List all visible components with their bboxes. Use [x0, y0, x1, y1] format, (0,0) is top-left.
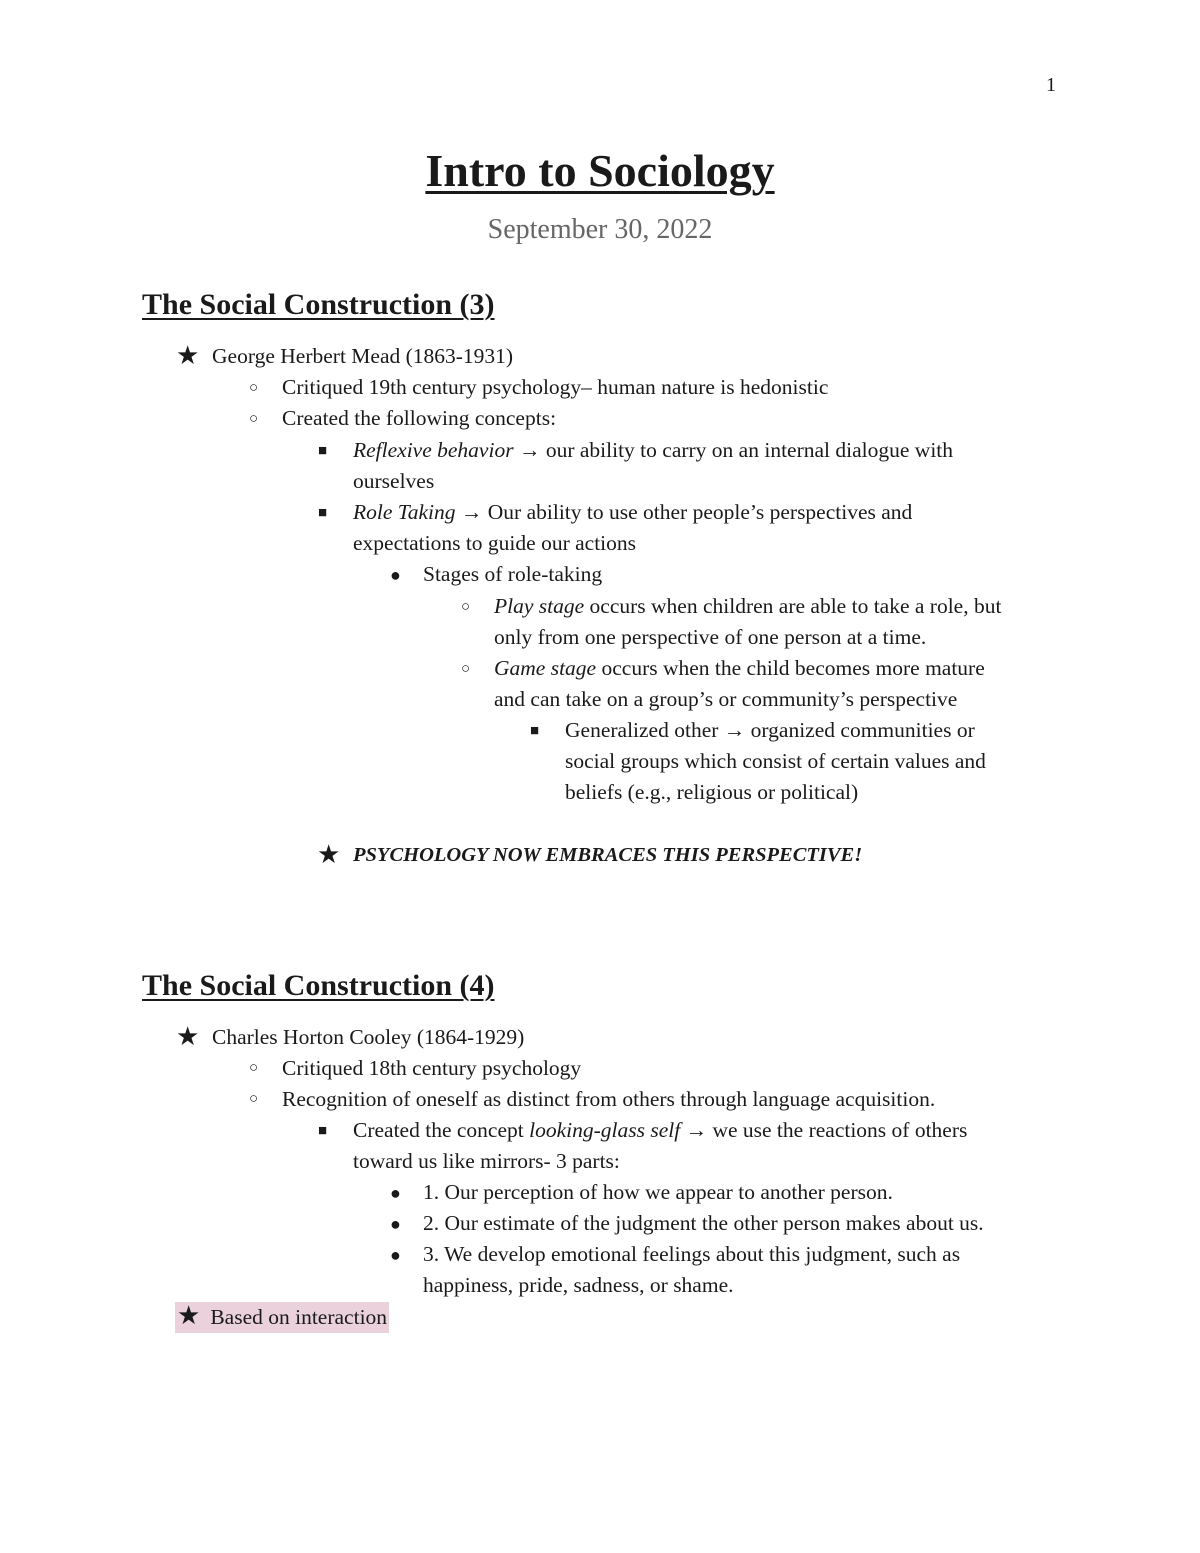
square-bullet-icon: ■ [318, 443, 328, 459]
list-item: 1. Our perception of how we appear to another person. [423, 1180, 893, 1204]
term-play-stage: Play stage [494, 594, 585, 618]
circle-bullet-icon: ○ [249, 380, 259, 396]
list-item: 3. We develop emotional feelings about this judgment, such as [423, 1242, 961, 1266]
list-item-continuation: beliefs (e.g., religious or political) [565, 780, 859, 804]
list-item-continuation: and can take on a group’s or community’s perspective [494, 687, 958, 711]
emphasis-note: PSYCHOLOGY NOW EMBRACES THIS PERSPECTIVE! [353, 844, 863, 866]
term-looking-glass-self: looking-glass self [529, 1118, 681, 1142]
list-item-continuation: expectations to guide our actions [353, 531, 637, 555]
list-item [494, 591, 1001, 622]
dot-bullet-icon: ● [390, 565, 401, 585]
term-reflexive-behavior: Reflexive behavior [353, 438, 514, 462]
definition-text: → we use the reactions of others [680, 1118, 968, 1142]
date-subtitle: September 30, 2022 [487, 214, 713, 245]
list-item-text: Created the concept [353, 1118, 530, 1142]
list-item-continuation: social groups which consist of certain values and [565, 749, 986, 773]
list-item-continuation: only from one perspective of one person at a time. [494, 625, 927, 649]
definition-text: → Our ability to use other people’s perspectives and [455, 500, 913, 524]
list-item: Recognition of oneself as distinct from others through language acquisition. [282, 1087, 936, 1111]
list-item: Critiqued 19th century psychology– human nature is hedonistic [282, 375, 829, 399]
star-bullet-icon: ★ [177, 1301, 201, 1330]
square-bullet-icon: ■ [318, 1123, 328, 1139]
list-item [353, 435, 953, 466]
definition-text: occurs when the child becomes more mature [596, 656, 985, 680]
list-item-continuation: toward us like mirrors- 3 parts: [353, 1149, 620, 1173]
highlighted-note [175, 1302, 389, 1333]
circle-bullet-icon: ○ [249, 1060, 259, 1076]
list-item: Critiqued 18th century psychology [282, 1056, 582, 1080]
section-heading-3: The Social Construction (3) [142, 288, 495, 321]
square-bullet-icon: ■ [318, 505, 328, 521]
list-item: Generalized other → organized communities or [565, 718, 975, 742]
star-bullet-icon: ★ [176, 341, 200, 370]
list-item [494, 653, 985, 684]
section-heading-4: The Social Construction (4) [142, 969, 495, 1002]
term-role-taking: Role Taking [353, 500, 456, 524]
list-item: George Herbert Mead (1863-1931) [212, 344, 514, 368]
circle-bullet-icon: ○ [249, 411, 259, 427]
list-item: 2. Our estimate of the judgment the other person makes about us. [423, 1211, 984, 1235]
term-game-stage: Game stage [494, 656, 597, 680]
dot-bullet-icon: ● [390, 1245, 401, 1265]
list-item: Charles Horton Cooley (1864-1929) [212, 1025, 525, 1049]
circle-bullet-icon: ○ [461, 599, 471, 615]
list-item [353, 497, 912, 528]
dot-bullet-icon: ● [390, 1183, 401, 1203]
list-item [353, 1115, 967, 1146]
square-bullet-icon: ■ [530, 723, 540, 739]
star-bullet-icon: ★ [176, 1022, 200, 1051]
list-item: Created the following concepts: [282, 406, 557, 430]
list-item: Stages of role-taking [423, 562, 603, 586]
definition-text: occurs when children are able to take a role, but [584, 594, 1002, 618]
definition-text: → our ability to carry on an internal dialogue with [513, 438, 954, 462]
circle-bullet-icon: ○ [461, 661, 471, 677]
star-bullet-icon: ★ [317, 840, 341, 869]
page-title: Intro to Sociology [425, 145, 775, 196]
page-number: 1 [1046, 74, 1056, 96]
dot-bullet-icon: ● [390, 1214, 401, 1234]
list-item-continuation: ourselves [353, 469, 435, 493]
highlighted-note-text: Based on interaction [210, 1305, 388, 1329]
circle-bullet-icon: ○ [249, 1091, 259, 1107]
list-item-continuation: happiness, pride, sadness, or shame. [423, 1273, 734, 1297]
